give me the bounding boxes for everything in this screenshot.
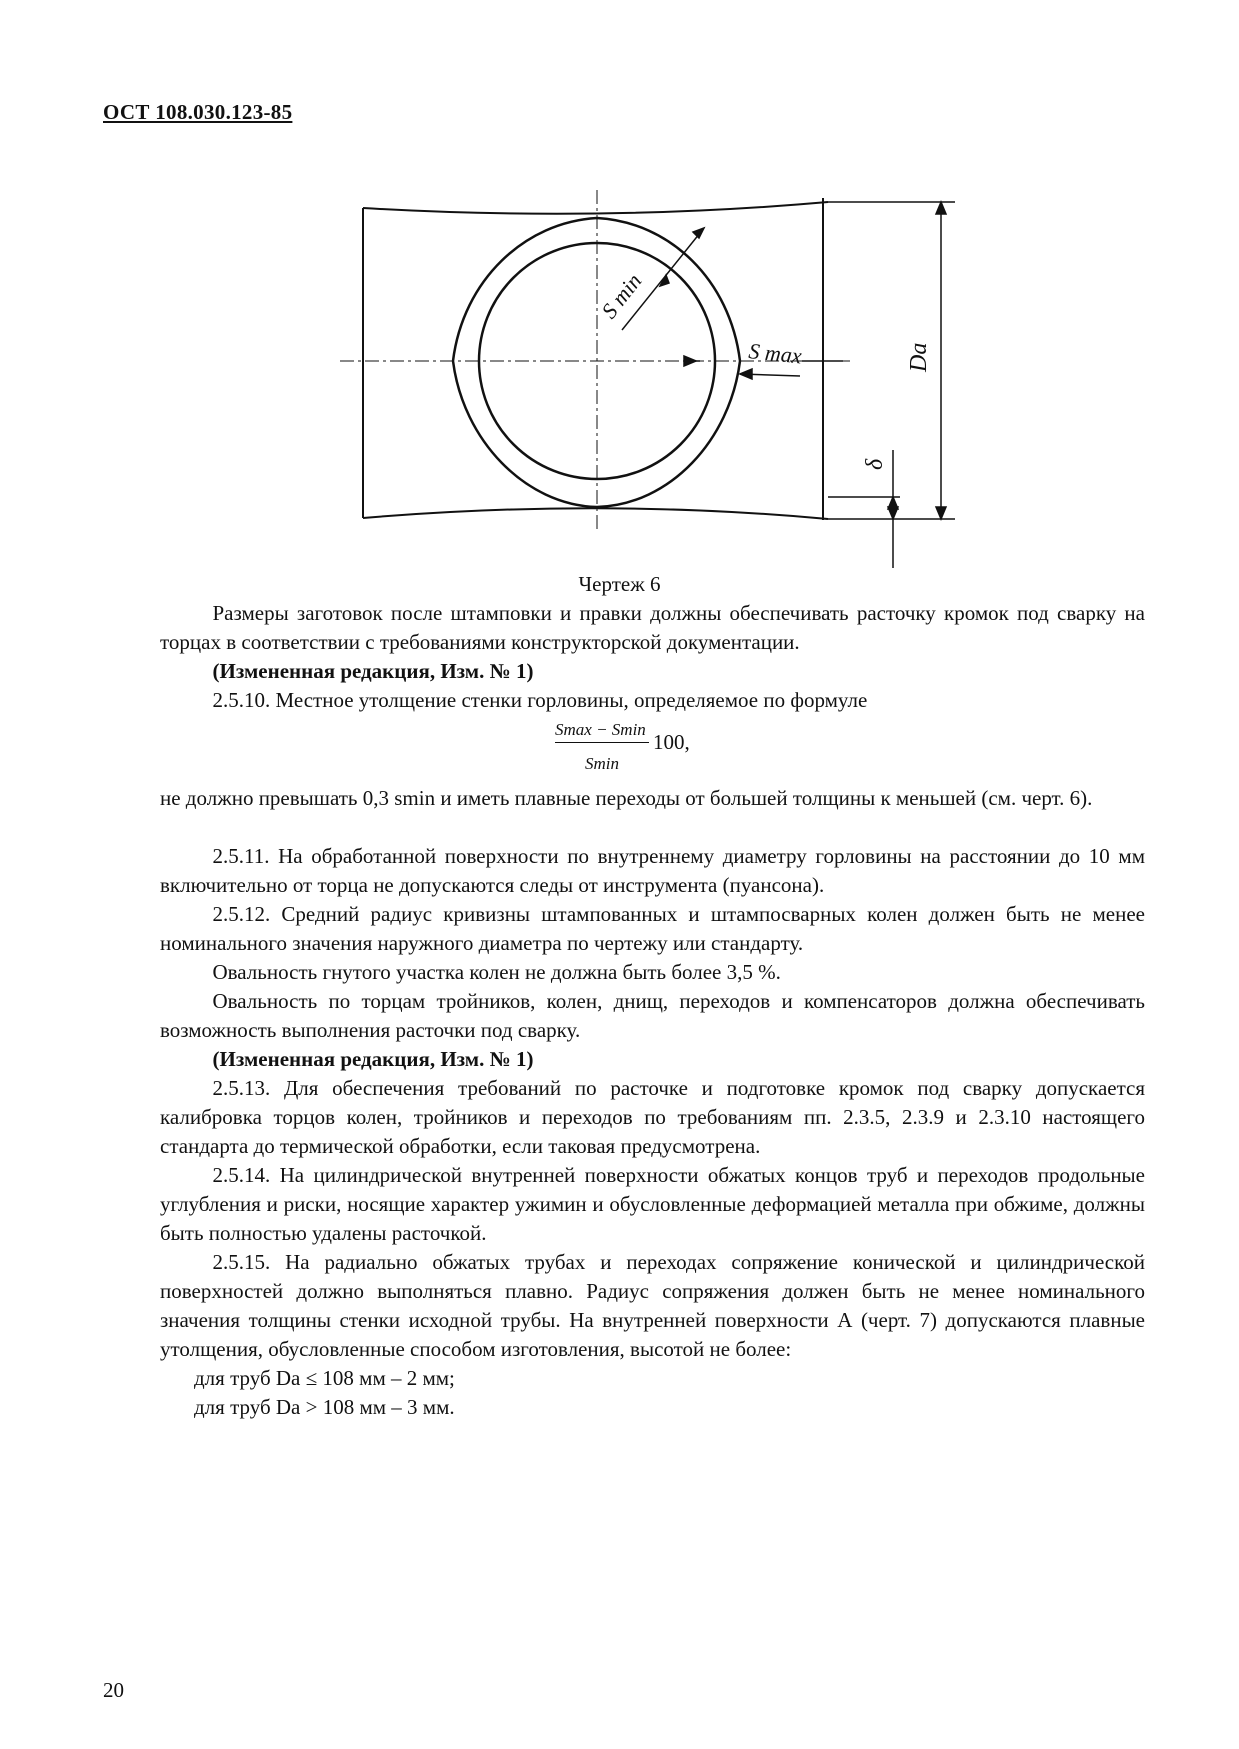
document-code-header: ОСТ 108.030.123-85 (103, 100, 293, 124)
amendment-note-2: (Измененная редакция, Изм. № 1) (212, 1047, 534, 1071)
paragraph-3: не должно превышать 0,3 smin и иметь плавные переходы от большей толщины к меньшей (см. черт. 6). (160, 786, 1093, 810)
list-item: для труб Da ≤ 108 мм – 2 мм; (194, 1366, 455, 1390)
list-item: для труб Da > 108 мм – 3 мм. (194, 1395, 455, 1419)
paragraph-2-5-14: 2.5.14. На цилиндрической внутренней поверхности обжатых концов труб и переходов продольные углубления и риски, носящие характер ужимин и обусловленные деформацией металла при обжиме, должны быть полностью удалены расточкой. (160, 1163, 1145, 1245)
da-label: Da (906, 342, 932, 372)
paragraph-2-5-13: 2.5.13. Для обеспечения требований по расточке и подготовке кромок под сварку допускается калибровка торцов колен, тройников и переходов по требованиям пп. 2.3.5, 2.3.9 и 2.3.10 настоящего стандарта до термической обработки, если таковая предусмотрена. (160, 1076, 1145, 1158)
paragraph-2-5-12: 2.5.12. Средний радиус кривизны штампованных и штампосварных колен должен быть не менее номинального значения наружного диаметра по чертежу или стандарту. (160, 902, 1145, 955)
s-min-label: S min (596, 268, 647, 324)
paragraph-ovality-1: Овальность гнутого участка колен не должна быть более 3,5 %. (212, 960, 781, 984)
paragraph-2-5-11: 2.5.11. На обработанной поверхности по внутреннему диаметру горловины на расстоянии до 10 мм включительно от торца не допускаются следы от инструмента (пуансона). (160, 844, 1145, 897)
figure-drawing (0, 0, 1239, 600)
formula (545, 720, 725, 784)
paragraph-2-5-10: 2.5.10. Местное утолщение стенки горловины, определяемое по формуле (212, 688, 868, 712)
paragraph-ovality-2: Овальность по торцам тройников, колен, днищ, переходов и компенсаторов должна обеспечивать возможность выполнения расточки под сварку. (160, 989, 1145, 1042)
s-max-label: S max (747, 338, 803, 369)
formula-multiplier: 100, (653, 730, 690, 754)
page-number: 20 (103, 1678, 124, 1702)
paragraph-2-5-15: 2.5.15. На радиально обжатых трубах и переходах сопряжение конической и цилиндрической поверхностей должно выполняться плавно. Радиус сопряжения должен быть не менее номинального значения толщины стенки исходной трубы. На внутренней поверхности А (черт. 7) допускаются плавные утолщения, обусловленные способом изготовления, высотой не более: (160, 1250, 1145, 1361)
figure-caption: Чертеж 6 (578, 572, 661, 596)
amendment-note-1: (Измененная редакция, Изм. № 1) (212, 659, 534, 683)
outer-contour (453, 218, 740, 507)
paragraph-1: Размеры заготовок после штамповки и правки должны обеспечивать расточку кромок под сварку на торцах в соответствии с требованиями конструкторской документации. (160, 601, 1145, 654)
formula-denominator: Smin (585, 754, 619, 773)
formula-numerator: Smax − Smin (555, 720, 646, 739)
fraction-bar (555, 742, 649, 743)
dimension-lines (622, 202, 955, 568)
delta-label: δ (862, 458, 888, 470)
